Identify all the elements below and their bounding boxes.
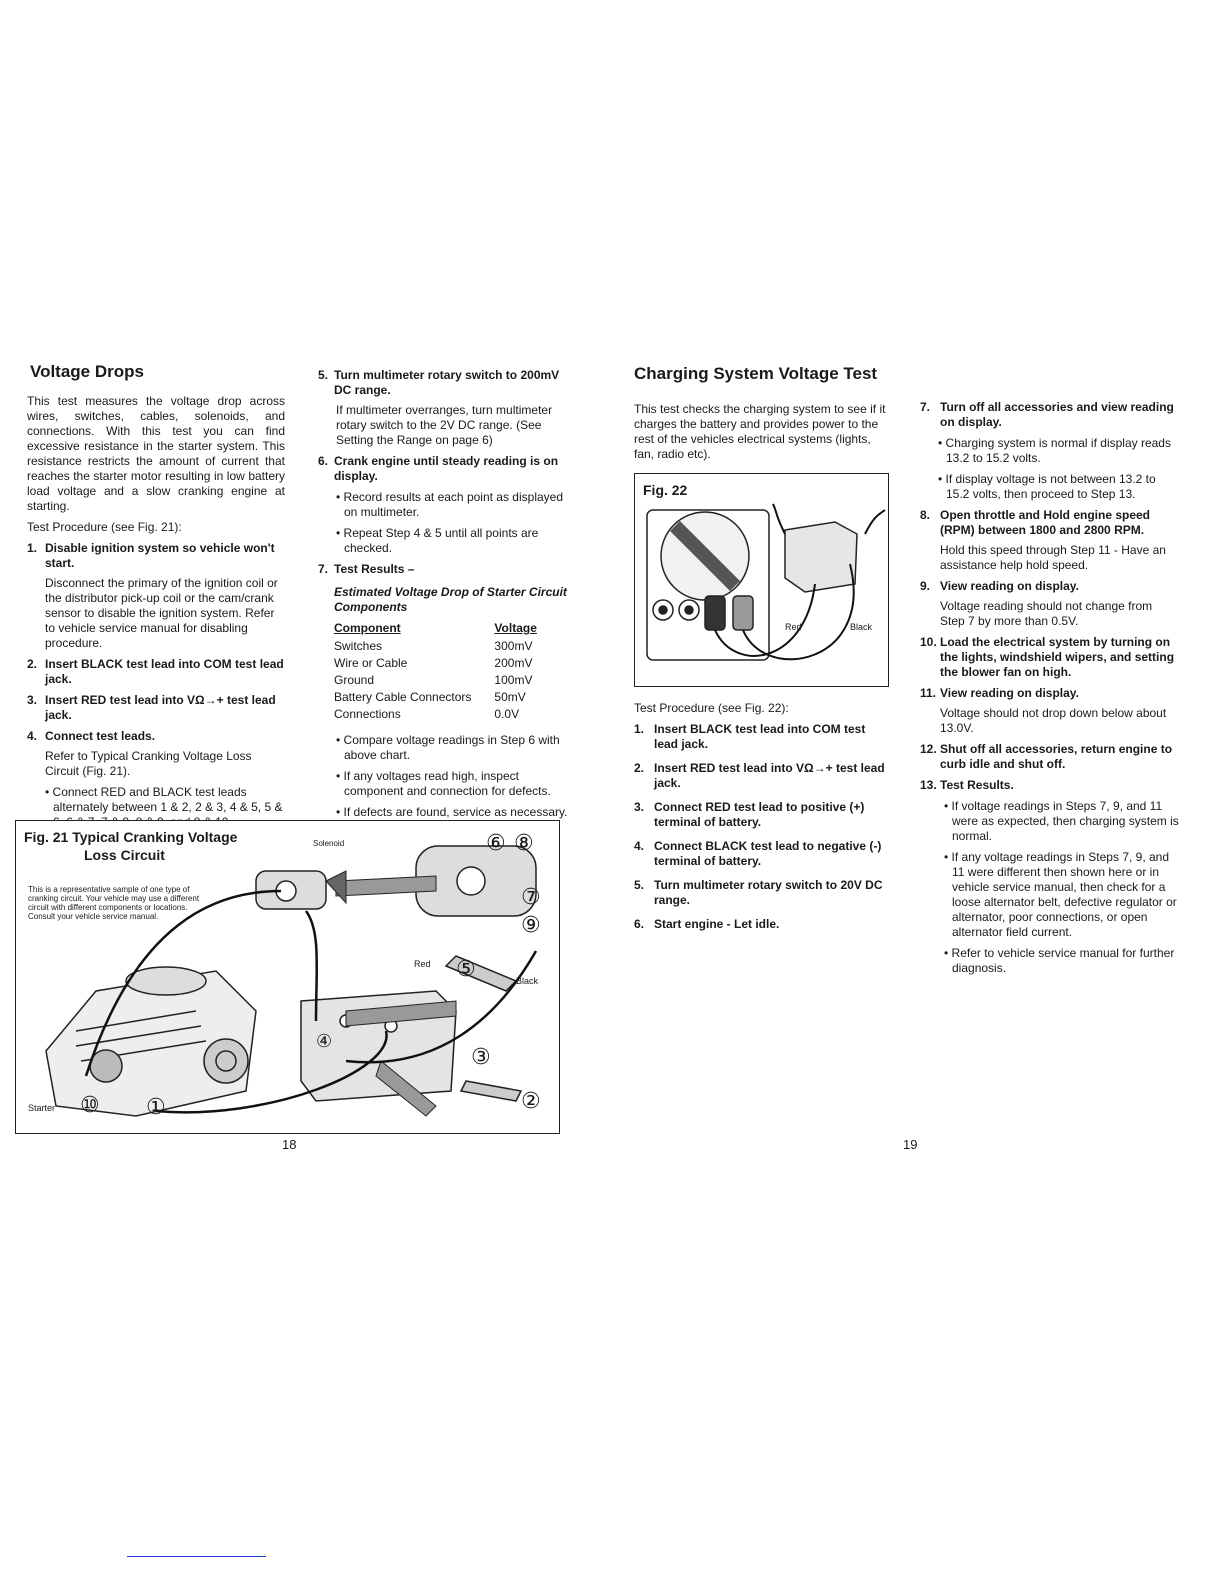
step-7-bullet-1: • Charging system is normal if display reads 13.2 to 15.2 volts. (938, 436, 1171, 465)
page-number-18: 18 (282, 1137, 297, 1152)
table-header-row (334, 621, 544, 638)
step-11-body: Voltage should not drop down below about 13.0V. (940, 706, 1167, 735)
voltage-drops-column-2 (318, 368, 574, 820)
step-5: 5. Turn multimeter rotary switch to 200mV DC range. (318, 368, 560, 397)
fig22-black-label: Black (850, 622, 873, 632)
table-title: Estimated Voltage Drop of Starter Circuit Components (334, 585, 567, 614)
callout-9: ⑨ (521, 913, 541, 938)
starter-label: Starter (28, 1103, 56, 1113)
callout-7: ⑦ (521, 885, 541, 910)
table-header-voltage: Voltage (494, 621, 537, 635)
section-title-voltage-drops: Voltage Drops (30, 362, 144, 381)
table-row: Wire or Cable 200mV (334, 656, 533, 670)
charging-step-8: 8. Open throttle and Hold engine speed (RPM) between 1800 and 2800 RPM. (920, 508, 1151, 537)
step-4: 4. Connect test leads. (27, 729, 156, 743)
intro-text: This test measures the voltage drop across wires, switches, cables, solenoids, and connections. With this test you can find excessive resistance in the starter system. This resistance restricts the amount of current that reaches the starter motor resulting in low battery load voltage and a slow cranking engine at starting. (27, 394, 285, 513)
page-number-19: 19 (903, 1137, 918, 1152)
callout-3: ③ (471, 1045, 491, 1070)
cranking-circuit-diagram (16, 821, 559, 1133)
result-bullet-3: • If defects are found, service as necessary. (336, 805, 568, 819)
charging-step-2: 2. Insert RED test lead into VΩ→+ test lead jack. (634, 761, 885, 790)
fig-21-subtitle: Loss Circuit (84, 847, 165, 863)
step-5-body: If multimeter overranges, turn multimeter rotary switch to the 2V DC range. (See Setting the Range on page 6) (336, 403, 553, 447)
section-title-charging: Charging System Voltage Test (634, 364, 878, 383)
fig-21-note: This is a representative sample of one type of cranking circuit. Your vehicle may use a different circuit with different components or locations. Consult your vehicle service manual. (28, 885, 200, 921)
callout-8: ⑧ (514, 831, 534, 856)
fig-22-title: Fig. 22 (643, 482, 688, 498)
charging-step-4: 4. Connect BLACK test lead to negative (-) terminal of battery. (634, 839, 882, 868)
charging-step-3: 3. Connect RED test lead to positive (+) terminal of battery. (634, 800, 865, 829)
table-row: Switches 300mV (334, 639, 533, 653)
step-3: 3. Insert RED test lead into VΩ→+ test lead jack. (27, 693, 276, 722)
result-bullet-2: • If any voltages read high, inspect component and connection for defects. (336, 769, 551, 798)
callout-1: ① (146, 1095, 166, 1120)
black-lead-label: Black (516, 976, 539, 986)
charging-step-10: 10. Load the electrical system by turning on the lights, windshield wipers, and setting the blower fan on high. (920, 635, 1175, 679)
table-header-component: Component (334, 621, 401, 635)
voltage-drop-table (334, 621, 544, 723)
procedure-label: Test Procedure (see Fig. 21): (27, 520, 182, 534)
step-8-body: Hold this speed through Step 11 - Have an assistance help hold speed. (940, 543, 1166, 572)
multimeter-illustration (647, 510, 769, 660)
solenoid-label: Solenoid (313, 839, 345, 848)
charging-step-5: 5. Turn multimeter rotary switch to 20V DC range. (634, 878, 883, 907)
solenoid-illustration (256, 871, 326, 909)
step-4-bullet: • Connect RED and BLACK test leads alternately between 1 & 2, 2 & 3, 4 & 5, 5 & (45, 785, 283, 814)
engine-illustration (46, 967, 256, 1116)
step-2: 2. Insert BLACK test lead into COM test lead jack. (27, 657, 284, 686)
charging-step-1: 1. Insert BLACK test lead into COM test lead jack. (634, 722, 866, 751)
fig-21-box (15, 820, 560, 1134)
charging-procedure-column (634, 701, 888, 932)
callout-6: ⑥ (486, 831, 506, 856)
fig-21-title: Fig. 21 Typical Cranking Voltage (24, 829, 238, 845)
step-7-bullet-2: • If display voltage is not between 13.2 to 15.2 volts, then proceed to Step 13. (938, 472, 1156, 501)
charging-intro: This test checks the charging system to see if it charges the battery and provides power to the rest of the vehicles electrical systems (lights, fan, radio etc). (634, 402, 886, 461)
fig22-red-label: Red (785, 622, 802, 632)
multimeter-diagram (635, 474, 888, 686)
callout-2: ② (521, 1089, 541, 1114)
table-row: Connections 0.0V (334, 707, 520, 721)
bottom-link-underline (127, 1556, 266, 1557)
step-7: 7. Test Results – (318, 562, 415, 576)
step-13-bullet-2: • If any voltage readings in Steps 7, 9, and 11 were different then shown here or in vehicle service manual, then check for a loose alternator belt, defective regulator or alternator, poor connections, or open alternator field current. (944, 850, 1177, 939)
voltage-drops-column (27, 394, 285, 830)
step-1-body: Disconnect the primary of the ignition coil or the distributor pick-up coil or the cam/crank sensor to disable the ignition system. Refer to vehicle service manual for disabling procedure. (45, 576, 278, 650)
step-4-body: Refer to Typical Cranking Voltage Loss Circuit (Fig. 21). (45, 749, 252, 778)
charging-step-13: 13. Test Results. (920, 778, 1014, 792)
step-9-body: Voltage reading should not change from Step 7 by more than 0.5V. (940, 599, 1153, 628)
charging-step-11: 11. View reading on display. (920, 686, 1079, 700)
charging-procedure-label: Test Procedure (see Fig. 22): (634, 701, 789, 715)
charging-step-6: 6. Start engine - Let idle. (634, 917, 780, 931)
fig-22-box (634, 473, 889, 687)
red-lead-label: Red (414, 959, 431, 969)
step-13-bullet-1: • If voltage readings in Steps 7, 9, and 11 were as expected, then charging system is normal. (944, 799, 1179, 843)
step-1: 1. Disable ignition system so vehicle won't start. (27, 541, 275, 570)
table-row: Battery Cable Connectors 50mV (334, 690, 526, 704)
result-bullet-1: • Compare voltage readings in Step 6 with above chart. (336, 733, 560, 762)
callout-10: ⑩ (80, 1093, 100, 1118)
table-row: Ground 100mV (334, 673, 533, 687)
charging-step-7: 7. Turn off all accessories and view reading on display. (920, 400, 1174, 429)
charging-results-column (920, 400, 1180, 976)
callout-4: ④ (316, 1031, 333, 1052)
step-6-bullet-1: • Record results at each point as displayed on multimeter. (336, 490, 564, 519)
battery-illustration (785, 522, 857, 592)
callout-5: ⑤ (456, 957, 476, 982)
step-6-bullet-2: • Repeat Step 4 & 5 until all points are checked. (336, 526, 539, 555)
charging-column (634, 402, 888, 462)
charging-step-12: 12. Shut off all accessories, return engine to curb idle and shut off. (920, 742, 1173, 771)
charging-step-9: 9. View reading on display. (920, 579, 1079, 593)
step-6: 6. Crank engine until steady reading is on display. (318, 454, 559, 483)
step-13-bullet-3: • Refer to vehicle service manual for further diagnosis. (944, 946, 1175, 975)
